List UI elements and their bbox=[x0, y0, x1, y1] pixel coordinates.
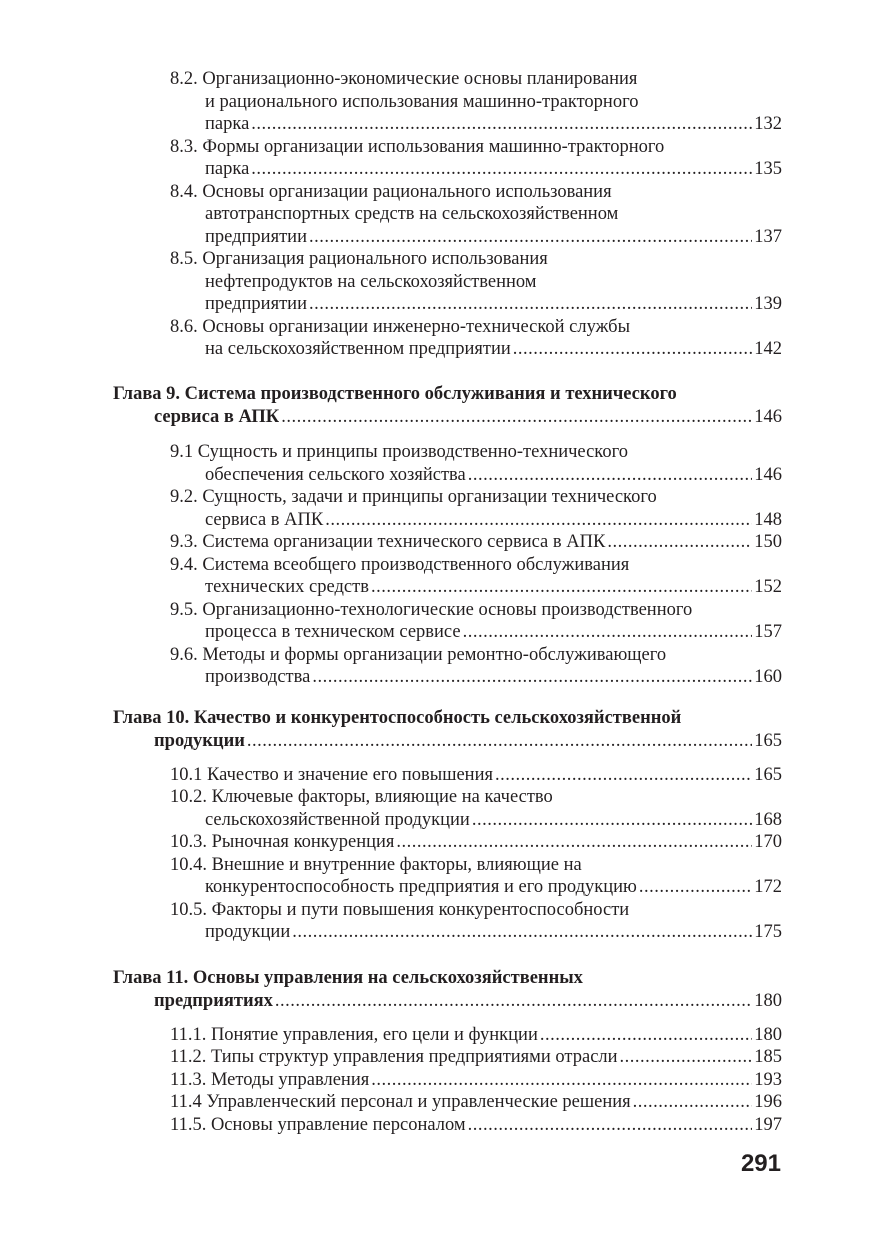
toc-entry-leader-line bbox=[170, 1046, 782, 1068]
toc-page-number: 142 bbox=[754, 339, 782, 359]
toc-entry-leader-line bbox=[205, 464, 782, 486]
chapter-title: Глава 9. Система производственного обслуживания и технического bbox=[113, 384, 677, 404]
dot-leader bbox=[639, 876, 752, 898]
dot-leader bbox=[251, 113, 752, 135]
toc-line bbox=[170, 486, 782, 508]
toc-entry-text: парка bbox=[205, 114, 250, 134]
toc-line bbox=[170, 786, 782, 808]
chapter-heading bbox=[113, 383, 782, 405]
toc-entry-text: нефтепродуктов на сельскохозяйственном bbox=[205, 272, 537, 292]
toc-page-number: 185 bbox=[754, 1047, 782, 1067]
toc-page-number: 165 bbox=[754, 765, 782, 785]
toc-entry-leader-line bbox=[170, 1091, 782, 1113]
toc-entry-text: 11.2. Типы структур управления предприятиями отрасли bbox=[170, 1047, 618, 1067]
toc-entry-text: 11.5. Основы управление персоналом bbox=[170, 1115, 466, 1135]
dot-leader bbox=[633, 1091, 753, 1113]
toc-entry-text: сельскохозяйственной продукции bbox=[205, 810, 470, 830]
toc-page-number: 165 bbox=[754, 731, 782, 751]
toc-entry-leader-line bbox=[205, 621, 782, 643]
toc-page-number: 146 bbox=[754, 465, 782, 485]
dot-leader bbox=[292, 921, 752, 943]
toc-entry-text: 9.3. Система организации технического сервиса в АПК bbox=[170, 532, 606, 552]
toc-page-number: 148 bbox=[754, 510, 782, 530]
toc-entry-leader-line bbox=[170, 1024, 782, 1046]
toc-page-number: 160 bbox=[754, 667, 782, 687]
toc-entry-text: 10.5. Факторы и пути повышения конкурентоспособности bbox=[170, 900, 630, 920]
chapter-heading-leader-line bbox=[154, 730, 782, 752]
chapter-title: продукции bbox=[154, 731, 245, 751]
dot-leader bbox=[251, 158, 752, 180]
toc-entry-text: 10.1 Качество и значение его повышения bbox=[170, 765, 493, 785]
toc-entry-text: 11.3. Методы управления bbox=[170, 1070, 370, 1090]
toc-page-number: 152 bbox=[754, 577, 782, 597]
dot-leader bbox=[281, 406, 752, 428]
dot-leader bbox=[275, 990, 752, 1012]
dot-leader bbox=[463, 621, 753, 643]
dot-leader bbox=[468, 1114, 753, 1136]
toc-page-number: 132 bbox=[754, 114, 782, 134]
toc-entry-leader-line bbox=[205, 113, 782, 135]
toc-entry-text: 11.1. Понятие управления, его цели и функции bbox=[170, 1025, 538, 1045]
toc-page-number: 137 bbox=[754, 227, 782, 247]
toc-entry-text: 8.5. Организация рационального использования bbox=[170, 249, 548, 269]
dot-leader bbox=[312, 666, 752, 688]
dot-leader bbox=[472, 809, 752, 831]
toc-page-number: 180 bbox=[754, 991, 782, 1011]
toc-entry-leader-line bbox=[205, 809, 782, 831]
toc-entry-leader-line bbox=[205, 876, 782, 898]
toc-entry-text: конкурентоспособность предприятия и его продукцию bbox=[205, 877, 637, 897]
toc-entry-text: 11.4 Управленческий персонал и управленческие решения bbox=[170, 1092, 631, 1112]
toc-line bbox=[170, 441, 782, 463]
toc-line bbox=[170, 854, 782, 876]
chapter-title: предприятиях bbox=[154, 991, 273, 1011]
toc-entry-text: и рационального использования машинно-тракторного bbox=[205, 92, 639, 112]
toc-page-number: 146 bbox=[754, 407, 782, 427]
toc-entry-text: 9.5. Организационно-технологические основы производственного bbox=[170, 600, 693, 620]
toc-line bbox=[170, 899, 782, 921]
toc-entry-text: 10.3. Рыночная конкуренция bbox=[170, 832, 395, 852]
toc-entry-text: предприятии bbox=[205, 294, 307, 314]
toc-line bbox=[205, 91, 782, 113]
toc-entry-text: продукции bbox=[205, 922, 291, 942]
toc-entry-leader-line bbox=[170, 1114, 782, 1136]
chapter-title: Глава 10. Качество и конкурентоспособность сельскохозяйственной bbox=[113, 708, 682, 728]
dot-leader bbox=[495, 764, 752, 786]
toc-page-number: 135 bbox=[754, 159, 782, 179]
toc-entry-text: 9.4. Система всеобщего производственного обслуживания bbox=[170, 555, 630, 575]
chapter-heading bbox=[113, 707, 782, 729]
chapter-title: сервиса в АПК bbox=[154, 407, 280, 427]
chapter-heading bbox=[113, 967, 782, 989]
dot-leader bbox=[309, 226, 752, 248]
toc-entry-leader-line bbox=[170, 531, 782, 553]
toc-entry-leader-line bbox=[205, 226, 782, 248]
dot-leader bbox=[540, 1024, 752, 1046]
dot-leader bbox=[371, 576, 752, 598]
toc-page-number: 175 bbox=[754, 922, 782, 942]
toc-entry-text: 9.2. Сущность, задачи и принципы организации технического bbox=[170, 487, 657, 507]
toc-entry-leader-line bbox=[205, 921, 782, 943]
toc-page-number: 193 bbox=[754, 1070, 782, 1090]
dot-leader bbox=[247, 730, 752, 752]
toc-entry-text: сервиса в АПК bbox=[205, 510, 324, 530]
toc-line bbox=[170, 136, 782, 158]
chapter-heading-leader-line bbox=[154, 990, 782, 1012]
toc-page-number: 172 bbox=[754, 877, 782, 897]
toc-entry-text: технических средств bbox=[205, 577, 369, 597]
toc-line bbox=[170, 248, 782, 270]
toc-entry-leader-line bbox=[205, 576, 782, 598]
toc-entry-text: 8.3. Формы организации использования машинно-тракторного bbox=[170, 137, 665, 157]
toc-entry-text: 9.6. Методы и формы организации ремонтно-обслуживающего bbox=[170, 645, 667, 665]
toc-page-number: 196 bbox=[754, 1092, 782, 1112]
toc-entry-leader-line bbox=[170, 1069, 782, 1091]
toc-line bbox=[170, 599, 782, 621]
toc-entry-text: парка bbox=[205, 159, 250, 179]
toc-line bbox=[205, 271, 782, 293]
toc-entry-text: 8.2. Организационно-экономические основы планирования bbox=[170, 69, 638, 89]
toc-line bbox=[170, 68, 782, 90]
toc-entry-text: обеспечения сельского хозяйства bbox=[205, 465, 466, 485]
dot-leader bbox=[607, 531, 752, 553]
toc-entry-leader-line bbox=[205, 293, 782, 315]
chapter-heading-leader-line bbox=[154, 406, 782, 428]
toc-entry-text: производства bbox=[205, 667, 311, 687]
toc-line bbox=[170, 316, 782, 338]
toc-entry-leader-line bbox=[205, 338, 782, 360]
toc-page-number: 170 bbox=[754, 832, 782, 852]
dot-leader bbox=[513, 338, 752, 360]
toc-entry-leader-line bbox=[205, 509, 782, 531]
dot-leader bbox=[309, 293, 752, 315]
chapter-title: Глава 11. Основы управления на сельскохозяйственных bbox=[113, 968, 583, 988]
toc-entry-text: предприятии bbox=[205, 227, 307, 247]
toc-entry-leader-line bbox=[170, 764, 782, 786]
toc-page-number: 150 bbox=[754, 532, 782, 552]
toc-line bbox=[170, 644, 782, 666]
toc-entry-text: 8.4. Основы организации рационального использования bbox=[170, 182, 612, 202]
toc-entry-leader-line bbox=[205, 666, 782, 688]
toc-entry-text: 9.1 Сущность и принципы производственно-технического bbox=[170, 442, 628, 462]
dot-leader bbox=[371, 1069, 752, 1091]
page-number: 291 bbox=[740, 1150, 781, 1177]
dot-leader bbox=[396, 831, 752, 853]
toc-page-number: 157 bbox=[754, 622, 782, 642]
toc-page-number: 168 bbox=[754, 810, 782, 830]
toc-entry-leader-line bbox=[170, 831, 782, 853]
toc-entry-leader-line bbox=[205, 158, 782, 180]
toc-page-number: 139 bbox=[754, 294, 782, 314]
toc-line bbox=[170, 181, 782, 203]
toc-line bbox=[205, 203, 782, 225]
toc-line bbox=[170, 554, 782, 576]
toc-entry-text: на сельскохозяйственном предприятии bbox=[205, 339, 511, 359]
toc-entry-text: 10.4. Внешние и внутренние факторы, влияющие на bbox=[170, 855, 582, 875]
dot-leader bbox=[325, 509, 752, 531]
dot-leader bbox=[620, 1046, 753, 1068]
toc-entry-text: 8.6. Основы организации инженерно-технической службы bbox=[170, 317, 630, 337]
toc-entry-text: процесса в техническом сервисе bbox=[205, 622, 461, 642]
toc-page-number: 180 bbox=[754, 1025, 782, 1045]
dot-leader bbox=[468, 464, 753, 486]
toc-entry-text: 10.2. Ключевые факторы, влияющие на качество bbox=[170, 787, 553, 807]
toc-page-number: 197 bbox=[754, 1115, 782, 1135]
toc-entry-text: автотранспортных средств на сельскохозяйственном bbox=[205, 204, 619, 224]
